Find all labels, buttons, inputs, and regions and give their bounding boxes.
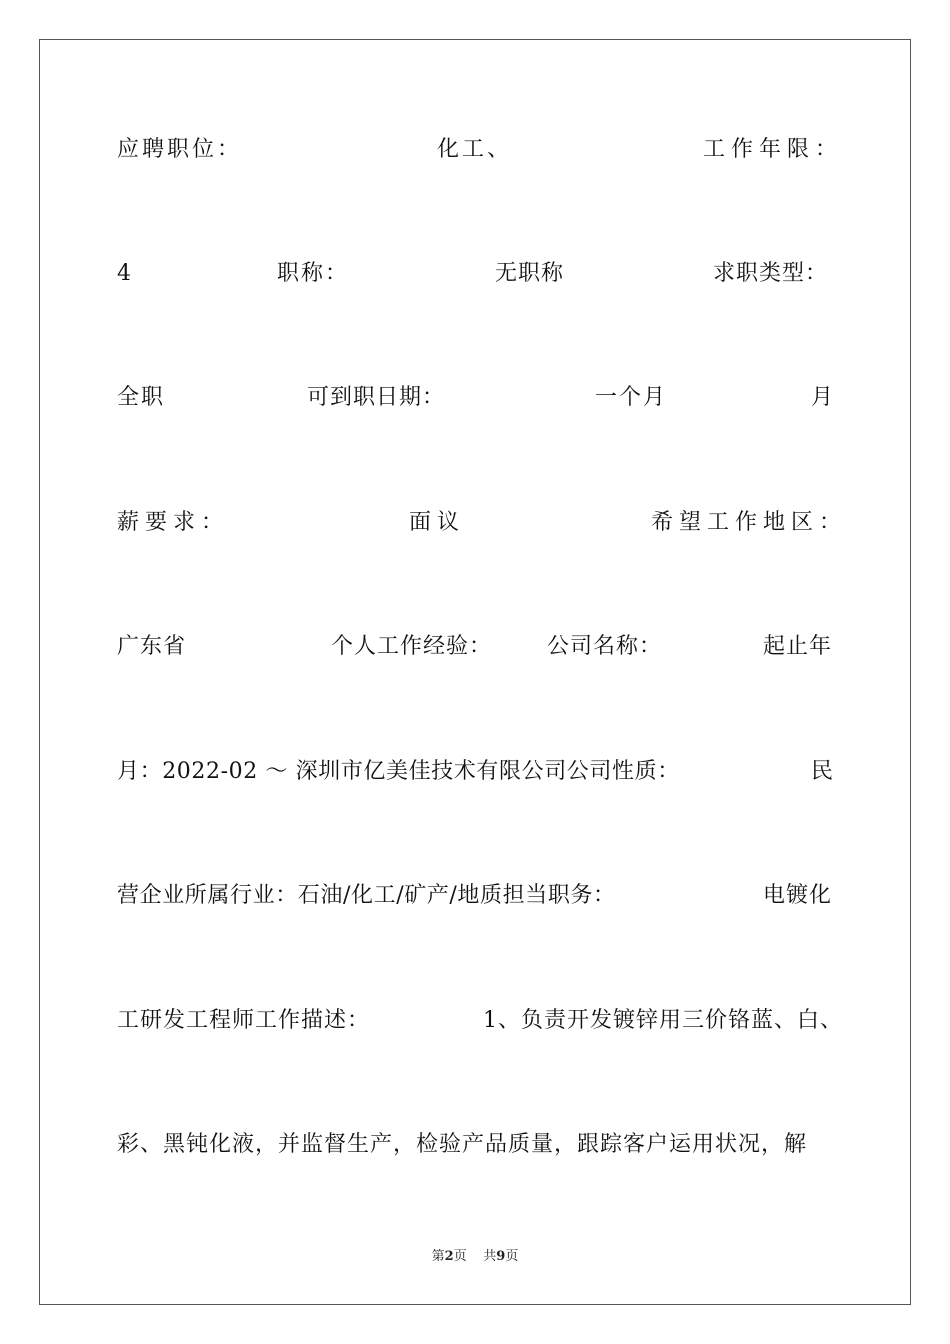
value-desired-region: 广东省 <box>117 634 187 659</box>
page-number <box>432 1249 467 1264</box>
text-line-5 <box>117 630 837 664</box>
value-job-type: 全职 <box>117 385 166 410</box>
text-line-1 <box>117 133 844 167</box>
current-page: 2 <box>444 1249 454 1264</box>
total-suffix: 页 <box>505 1249 519 1264</box>
label-title: 职称： <box>277 261 350 286</box>
page-footer <box>0 1248 950 1266</box>
position-and-description-label: 工研发工程师工作描述： <box>117 1008 371 1033</box>
value-salary: 面议 <box>409 510 466 535</box>
value-applied-position: 化工、 <box>437 137 513 162</box>
label-work-years: 工作年限： <box>703 137 844 162</box>
label-available-date: 可到职日期： <box>307 385 446 410</box>
text-line-7 <box>117 879 837 913</box>
label-monthly-salary-part2: 薪要求： <box>117 510 230 535</box>
label-period-part1: 起止年 <box>763 634 833 659</box>
value-available-date: 一个月 <box>595 385 668 410</box>
label-applied-position: 应聘职位： <box>117 137 243 162</box>
company-industry-and-position: 营企业所属行业：石油/化工/矿产/地质担当职务： <box>117 883 616 908</box>
page-suffix: 页 <box>453 1249 467 1264</box>
work-description-continued: 彩、黑钝化液，并监督生产，检验产品质量，跟踪客户运用状况，解 <box>117 1132 808 1157</box>
page-border <box>39 39 911 1305</box>
label-work-experience: 个人工作经验： <box>331 634 493 659</box>
label-job-type: 求职类型： <box>713 261 829 286</box>
value-work-years: 4 <box>117 261 131 286</box>
work-description-item-1: 1、负责开发镀锌用三价铬蓝、白、 <box>483 1008 843 1033</box>
total-prefix: 共 <box>483 1249 497 1264</box>
total-pages <box>483 1249 518 1264</box>
value-title: 无职称 <box>495 261 565 286</box>
text-line-8 <box>117 1004 843 1038</box>
label-company-name: 公司名称： <box>547 634 663 659</box>
text-line-9 <box>117 1128 837 1162</box>
text-line-2 <box>117 257 837 291</box>
value-company-type-part1: 民 <box>811 759 834 784</box>
text-line-6 <box>117 755 837 789</box>
label-desired-region: 希望工作地区： <box>651 510 848 535</box>
total-count: 9 <box>496 1249 506 1264</box>
text-line-4 <box>117 506 848 540</box>
page-prefix: 第 <box>431 1249 445 1264</box>
company-period-and-name: 月：2022-02 ～ 深圳市亿美佳技术有限公司公司性质： <box>117 759 680 784</box>
value-position-part1: 电镀化 <box>763 883 833 908</box>
label-monthly-salary-part1: 月 <box>811 385 834 410</box>
text-line-3 <box>117 381 837 415</box>
